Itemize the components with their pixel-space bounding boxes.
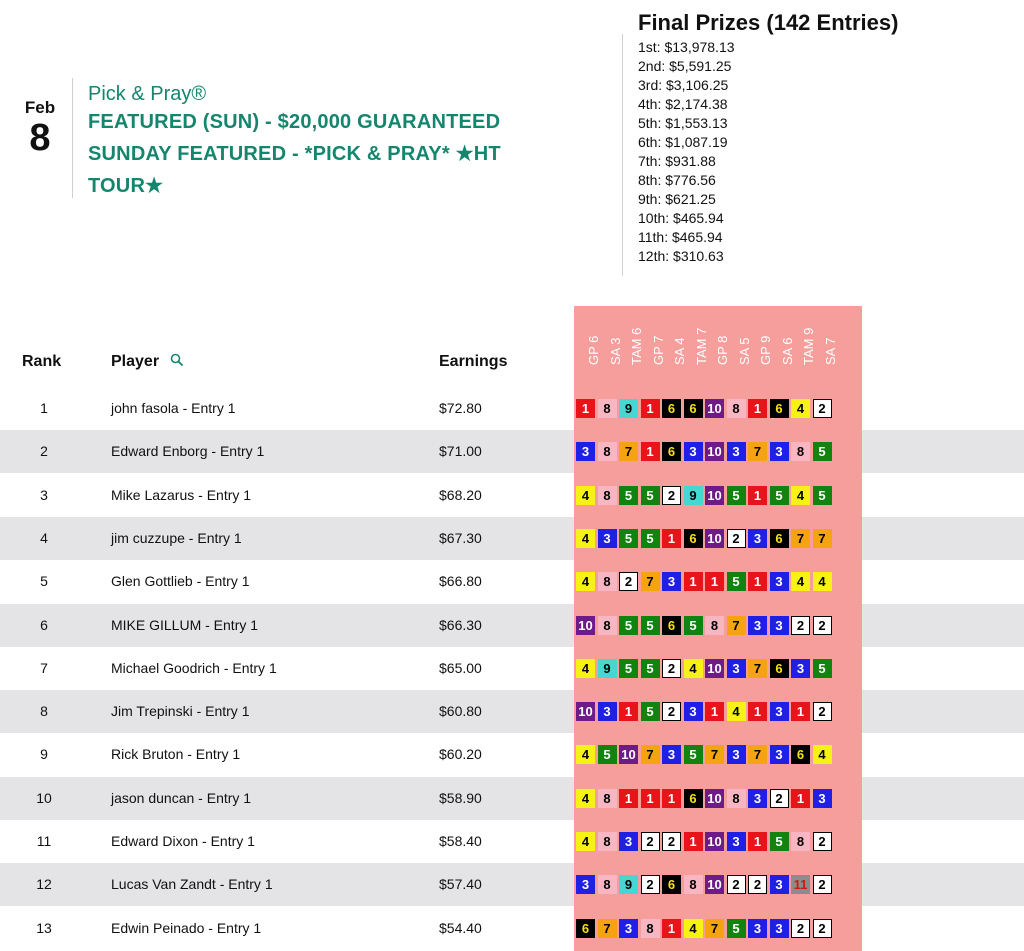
pick-badge: 7 [641, 572, 660, 591]
pick-badge: 4 [576, 659, 595, 678]
contest-day: 8 [29, 117, 51, 159]
pick-badge: 1 [748, 702, 767, 721]
player-header [111, 353, 184, 372]
earnings-cell: $66.30 [439, 616, 482, 633]
pick-badge: 4 [813, 745, 832, 764]
picks [576, 875, 832, 894]
pick-badge: 3 [727, 745, 746, 764]
prize-item: 8th: $776.56 [638, 172, 716, 188]
picks [576, 702, 832, 721]
rank-cell: 8 [40, 703, 48, 720]
pick-badge: 6 [770, 399, 789, 418]
pick-badge: 5 [813, 486, 832, 505]
rank-cell: 3 [40, 486, 48, 503]
earnings-cell: $72.80 [439, 400, 482, 416]
rank-cell: 2 [40, 443, 48, 460]
pick-badge: 1 [684, 572, 703, 591]
pick-badge: 1 [641, 789, 660, 808]
pick-badge: 6 [662, 616, 681, 635]
player-cell[interactable]: Rick Bruton - Entry 1 [111, 746, 241, 763]
contest-name-line: SUNDAY FEATURED - *PICK & PRAY* ★HT [88, 143, 501, 165]
picks [576, 832, 832, 851]
pick-badge: 2 [813, 919, 832, 938]
earnings-cell: $67.30 [439, 529, 482, 546]
prizes-title: Final Prizes (142 Entries) [638, 10, 899, 35]
pick-badge: 1 [662, 789, 681, 808]
pick-badge: 6 [662, 399, 681, 418]
pick-badge: 3 [770, 745, 789, 764]
pick-badge: 3 [598, 529, 617, 548]
earnings-cell: $65.00 [439, 659, 482, 676]
race-header [813, 310, 838, 380]
pick-badge: 6 [684, 789, 703, 808]
table-row[interactable] [0, 560, 1024, 603]
pick-badge: 8 [598, 486, 617, 505]
pick-badge: 2 [662, 659, 681, 678]
pick-badge: 2 [619, 572, 638, 591]
pick-badge: 7 [748, 745, 767, 764]
pick-badge: 5 [770, 486, 789, 505]
pick-badge: 4 [576, 529, 595, 548]
pick-badge: 7 [619, 442, 638, 461]
pick-badge: 3 [770, 616, 789, 635]
pick-badge: 7 [748, 659, 767, 678]
earnings-cell: $68.20 [439, 486, 482, 503]
pick-badge: 10 [705, 659, 724, 678]
contest-month: Feb [24, 98, 56, 117]
race-label: SA 7 [822, 337, 838, 365]
table-row[interactable] [0, 907, 1024, 950]
pick-badge: 4 [684, 919, 703, 938]
pick-badge: 7 [748, 442, 767, 461]
pick-badge: 5 [641, 659, 660, 678]
final-prizes [622, 10, 898, 266]
pick-badge: 4 [576, 832, 595, 851]
picks [576, 529, 832, 548]
pick-badge: 8 [705, 616, 724, 635]
race-label: GP 6 [586, 335, 601, 365]
divider [622, 34, 623, 276]
race-label: TAM 6 [629, 327, 644, 365]
pick-badge: 3 [770, 572, 789, 591]
pick-badge: 11 [791, 875, 810, 894]
prize-item: 7th: $931.88 [638, 153, 716, 169]
pick-badge: 10 [705, 875, 724, 894]
picks [576, 659, 832, 678]
contest-brand: Pick & Pray® [88, 83, 207, 105]
pick-badge: 3 [598, 702, 617, 721]
pick-badge: 6 [662, 875, 681, 894]
pick-badge: 2 [748, 875, 767, 894]
pick-badge: 3 [662, 572, 681, 591]
pick-badge: 5 [684, 745, 703, 764]
pick-badge: 2 [641, 832, 660, 851]
pick-badge: 3 [576, 442, 595, 461]
rank-cell: 4 [40, 529, 48, 546]
pick-badge: 10 [576, 702, 595, 721]
table-row[interactable] [0, 474, 1024, 517]
pick-badge: 9 [684, 486, 703, 505]
pick-badge: 5 [641, 529, 660, 548]
race-header [662, 310, 687, 380]
pick-badge: 10 [705, 486, 724, 505]
pick-badge: 4 [791, 486, 810, 505]
pick-badge: 5 [684, 616, 703, 635]
pick-badge: 2 [727, 875, 746, 894]
pick-badge: 7 [791, 529, 810, 548]
pick-badge: 5 [770, 832, 789, 851]
pick-badge: 9 [619, 875, 638, 894]
pick-badge: 2 [791, 616, 810, 635]
pick-badge: 4 [813, 572, 832, 591]
earnings-header: Earnings [439, 353, 508, 370]
pick-badge: 6 [662, 442, 681, 461]
pick-badge: 3 [619, 832, 638, 851]
rank-cell: 6 [40, 616, 48, 633]
pick-badge: 1 [641, 442, 660, 461]
pick-badge: 3 [662, 745, 681, 764]
pick-badge: 3 [748, 919, 767, 938]
pick-badge: 7 [705, 745, 724, 764]
pick-badge: 3 [727, 832, 746, 851]
pick-badge: 4 [791, 572, 810, 591]
race-label: SA 3 [607, 337, 623, 365]
pick-badge: 6 [770, 529, 789, 548]
pick-badge: 4 [576, 572, 595, 591]
pick-badge: 1 [684, 832, 703, 851]
pick-badge: 4 [576, 789, 595, 808]
pick-badge: 3 [748, 789, 767, 808]
pick-badge: 8 [598, 616, 617, 635]
pick-badge: 1 [748, 399, 767, 418]
pick-badge: 1 [748, 572, 767, 591]
race-label: TAM 7 [693, 327, 709, 365]
earnings-cell: $58.90 [439, 789, 482, 806]
earnings-cell: $54.40 [439, 919, 482, 936]
pick-badge: 1 [791, 789, 810, 808]
picks [576, 789, 832, 808]
pick-badge: 6 [684, 399, 703, 418]
pick-badge: 8 [727, 399, 746, 418]
player-cell[interactable]: jason duncan - Entry 1 [111, 789, 252, 806]
pick-badge: 1 [705, 572, 724, 591]
earnings-cell: $58.40 [439, 833, 482, 849]
pick-badge: 8 [598, 399, 617, 418]
table-row[interactable] [0, 387, 1024, 430]
player-cell[interactable]: Lucas Van Zandt - Entry 1 [111, 876, 273, 893]
pick-badge: 3 [813, 789, 832, 808]
table-row[interactable] [0, 430, 1024, 473]
rank-cell: 13 [36, 919, 52, 936]
rank-cell: 5 [40, 573, 48, 590]
player-cell[interactable]: Edward Dixon - Entry 1 [111, 833, 255, 849]
pick-badge: 7 [727, 616, 746, 635]
search-icon[interactable] [170, 353, 184, 372]
pick-badge: 5 [813, 442, 832, 461]
pick-badge: 1 [619, 702, 638, 721]
pick-badge: 2 [813, 875, 832, 894]
pick-badge: 8 [598, 789, 617, 808]
table-row[interactable] [0, 863, 1024, 906]
pick-badge: 1 [619, 789, 638, 808]
player-cell[interactable]: Glen Gottlieb - Entry 1 [111, 573, 250, 590]
player-cell[interactable]: Edwin Peinado - Entry 1 [111, 919, 262, 936]
pick-badge: 10 [705, 529, 724, 548]
earnings-cell: $71.00 [439, 443, 482, 460]
pick-badge: 1 [576, 399, 595, 418]
pick-badge: 1 [662, 919, 681, 938]
pick-badge: 3 [727, 442, 746, 461]
pick-badge: 6 [770, 659, 789, 678]
pick-badge: 1 [662, 529, 681, 548]
pick-badge: 5 [727, 486, 746, 505]
race-header [748, 310, 773, 380]
pick-badge: 4 [791, 399, 810, 418]
pick-badge: 2 [641, 875, 660, 894]
race-header [705, 310, 730, 380]
pick-badge: 3 [748, 529, 767, 548]
prize-item: 1st: $13,978.13 [638, 39, 735, 55]
pick-badge: 4 [684, 659, 703, 678]
pick-badge: 4 [727, 702, 746, 721]
pick-badge: 10 [705, 399, 724, 418]
pick-badge: 3 [770, 875, 789, 894]
prize-item: 5th: $1,553.13 [638, 115, 728, 131]
pick-badge: 6 [791, 745, 810, 764]
pick-badge: 3 [684, 702, 703, 721]
pick-badge: 1 [641, 399, 660, 418]
race-header [641, 310, 666, 380]
prize-item: 10th: $465.94 [638, 210, 724, 226]
pick-badge: 7 [813, 529, 832, 548]
race-label: GP 7 [650, 335, 666, 365]
race-header [576, 310, 601, 380]
rank-cell: 12 [36, 876, 52, 893]
prize-item: 12th: $310.63 [638, 248, 724, 264]
pick-badge: 4 [576, 486, 595, 505]
pick-badge: 8 [598, 875, 617, 894]
rank-cell: 1 [40, 400, 48, 416]
table-header [0, 306, 1024, 384]
rank-cell: 9 [40, 746, 48, 763]
pick-badge: 10 [576, 616, 595, 635]
race-label: SA 6 [779, 337, 795, 365]
picks [576, 616, 832, 635]
picks [576, 572, 832, 591]
pick-badge: 3 [748, 616, 767, 635]
contest-name-line: FEATURED (SUN) - $20,000 GUARANTEED [88, 111, 501, 133]
prize-item: 6th: $1,087.19 [638, 134, 728, 150]
prize-item: 11th: $465.94 [638, 229, 723, 245]
race-header [770, 310, 795, 380]
table-row[interactable] [0, 820, 1024, 863]
table-row[interactable] [0, 517, 1024, 560]
race-label: GP 8 [715, 335, 730, 365]
player-cell[interactable]: Edward Enborg - Entry 1 [111, 443, 265, 460]
table-row[interactable] [0, 690, 1024, 733]
pick-badge: 7 [705, 919, 724, 938]
pick-badge: 6 [684, 529, 703, 548]
pick-badge: 5 [641, 616, 660, 635]
picks [576, 486, 832, 505]
pick-badge: 1 [791, 702, 810, 721]
earnings-cell: $60.20 [439, 746, 482, 763]
pick-badge: 8 [791, 832, 810, 851]
pick-badge: 7 [598, 919, 617, 938]
race-header [619, 310, 644, 380]
pick-badge: 5 [727, 572, 746, 591]
pick-badge: 2 [770, 789, 789, 808]
race-header [598, 310, 623, 380]
race-header [727, 310, 752, 380]
pick-badge: 8 [684, 875, 703, 894]
pick-badge: 4 [576, 745, 595, 764]
player-cell[interactable]: MIKE GILLUM - Entry 1 [111, 616, 259, 633]
pick-badge: 1 [748, 486, 767, 505]
pick-badge: 3 [684, 442, 703, 461]
pick-badge: 5 [813, 659, 832, 678]
pick-badge: 3 [770, 702, 789, 721]
table-row[interactable] [0, 647, 1024, 690]
pick-badge: 2 [662, 486, 681, 505]
pick-badge: 10 [705, 789, 724, 808]
prize-item: 9th: $621.25 [638, 191, 716, 207]
pick-badge: 8 [598, 832, 617, 851]
rank-cell: 11 [36, 833, 52, 849]
pick-badge: 8 [791, 442, 810, 461]
pick-badge: 2 [727, 529, 746, 548]
pick-badge: 3 [770, 442, 789, 461]
pick-badge: 3 [727, 659, 746, 678]
pick-badge: 2 [662, 702, 681, 721]
pick-badge: 7 [641, 745, 660, 764]
table-row[interactable] [0, 604, 1024, 647]
pick-badge: 8 [598, 572, 617, 591]
player-header-label: Player [111, 353, 160, 370]
pick-badge: 8 [598, 442, 617, 461]
pick-badge: 2 [813, 616, 832, 635]
pick-badge: 2 [813, 832, 832, 851]
pick-badge: 2 [813, 702, 832, 721]
prize-item: 4th: $2,174.38 [638, 96, 728, 112]
pick-badge: 3 [791, 659, 810, 678]
pick-badge: 3 [619, 919, 638, 938]
prize-item: 2nd: $5,591.25 [638, 58, 732, 74]
pick-badge: 10 [705, 442, 724, 461]
pick-badge: 2 [662, 832, 681, 851]
pick-badge: 8 [727, 789, 746, 808]
picks [576, 919, 832, 938]
pick-badge: 5 [641, 486, 660, 505]
player-cell[interactable]: john fasola - Entry 1 [111, 400, 236, 416]
race-label: TAM 9 [801, 327, 816, 365]
pick-badge: 9 [619, 399, 638, 418]
table-row[interactable] [0, 777, 1024, 820]
race-label: GP 9 [758, 335, 773, 365]
prize-item: 3rd: $3,106.25 [638, 77, 729, 93]
pick-badge: 5 [619, 659, 638, 678]
pick-badge: 10 [705, 832, 724, 851]
pick-badge: 8 [641, 919, 660, 938]
prizes-list [638, 38, 898, 266]
race-label: SA 5 [736, 337, 752, 365]
pick-badge: 1 [748, 832, 767, 851]
player-cell[interactable]: Mike Lazarus - Entry 1 [111, 486, 252, 503]
pick-badge: 5 [619, 616, 638, 635]
player-cell[interactable]: Michael Goodrich - Entry 1 [111, 659, 277, 676]
pick-badge: 6 [576, 919, 595, 938]
pick-badge: 5 [641, 702, 660, 721]
pick-badge: 5 [727, 919, 746, 938]
picks [576, 442, 832, 461]
pick-badge: 3 [576, 875, 595, 894]
earnings-cell: $57.40 [439, 876, 482, 893]
player-cell[interactable]: jim cuzzupe - Entry 1 [111, 529, 242, 546]
race-label: SA 4 [672, 337, 687, 365]
earnings-cell: $66.80 [439, 573, 482, 590]
contest-date [18, 98, 62, 158]
earnings-cell: $60.80 [439, 703, 482, 720]
rank-cell: 7 [40, 659, 48, 676]
rank-cell: 10 [36, 789, 52, 806]
picks [576, 399, 832, 418]
rank-header: Rank [22, 353, 62, 370]
pick-badge: 5 [619, 529, 638, 548]
contest-title [88, 82, 588, 202]
picks [576, 745, 832, 764]
player-cell[interactable]: Jim Trepinski - Entry 1 [111, 703, 250, 720]
pick-badge: 5 [619, 486, 638, 505]
pick-badge: 2 [813, 399, 832, 418]
table-row[interactable] [0, 733, 1024, 776]
pick-badge: 1 [705, 702, 724, 721]
pick-badge: 5 [598, 745, 617, 764]
race-header [791, 310, 816, 380]
contest-name-line: TOUR★ [88, 175, 164, 197]
pick-badge: 2 [791, 919, 810, 938]
pick-badge: 3 [770, 919, 789, 938]
pick-badge: 10 [619, 745, 638, 764]
race-header [684, 310, 709, 380]
divider [72, 78, 73, 198]
pick-badge: 9 [598, 659, 617, 678]
